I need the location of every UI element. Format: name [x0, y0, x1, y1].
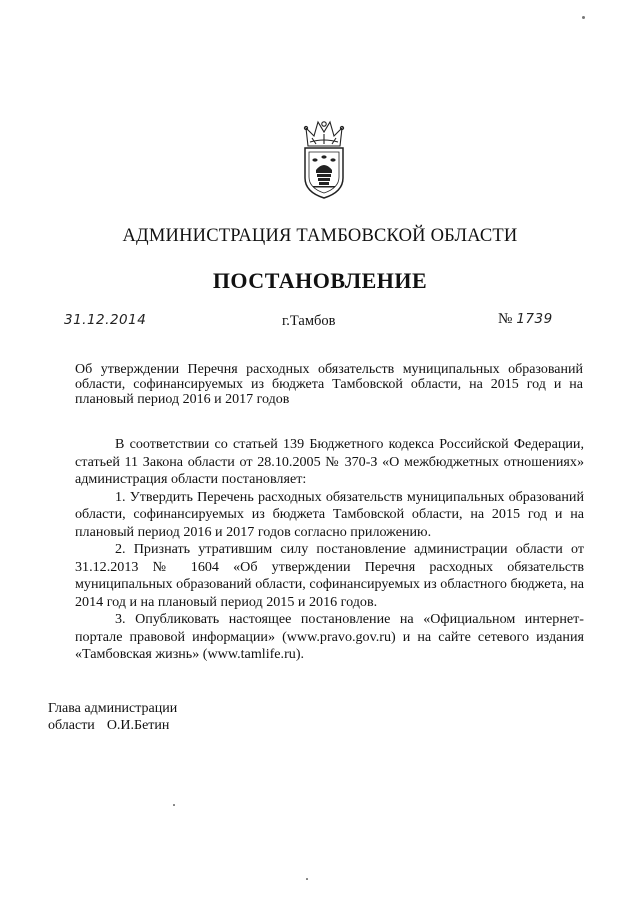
body-item-2: 2. Признать утратившим силу постановление администрации области от 31.12.2013 № 1604 «Об утверждении Перечня расходных обязательств муниципальных образований области, софинансируемых из областного бюджета, на 2014 год и на плановый период 2015 и 2016 годов.	[75, 541, 584, 610]
handwritten-date: 31.12.2014	[64, 312, 147, 328]
document-type-title: ПОСТАНОВЛЕНИЕ	[212, 268, 428, 293]
document-body	[75, 436, 584, 664]
document-subject: Об утверждении Перечня расходных обязательств муниципальных образований области, софинансируемых из бюджета Тамбовской области, на 2015 год и на плановый период 2016 и 2017 годов	[75, 362, 583, 407]
number-sign: №	[498, 311, 513, 327]
signature-block	[48, 701, 177, 734]
handwritten-number: 1739	[516, 311, 553, 327]
scan-speck	[582, 16, 585, 19]
scan-speck	[173, 804, 175, 806]
signer-role-line2: области	[48, 717, 95, 733]
scan-speck	[306, 878, 308, 880]
body-item-1: 1. Утвердить Перечень расходных обязательств муниципальных образований области, софинансируемых из бюджета Тамбовской области, на 2015 год и на плановый период 2016 и 2017 годов согласно приложению.	[75, 488, 584, 540]
body-item-3: 3. Опубликовать настоящее постановление на «Официальном интернет-портале правовой информации» (www.pravo.gov.ru) и на сайте сетевого издания «Тамбовская жизнь» (www.tamlife.ru).	[75, 611, 584, 662]
organization-title: АДМИНИСТРАЦИЯ ТАМБОВСКОЙ ОБЛАСТИ	[122, 226, 518, 246]
signer-role-line1: Глава администрации	[48, 701, 178, 716]
body-preamble: В соответствии со статьей 139 Бюджетного кодекса Российской Федерации, статьей 11 Закона области от 28.10.2005 № 370-З «О межбюджетных отношениях» администрация области постановляет:	[75, 436, 584, 487]
document-number	[498, 311, 553, 328]
tambov-coat-of-arms-icon	[296, 118, 352, 200]
city-name: г.Тамбов	[282, 313, 336, 329]
signer-name: О.И.Бетин	[106, 717, 170, 733]
